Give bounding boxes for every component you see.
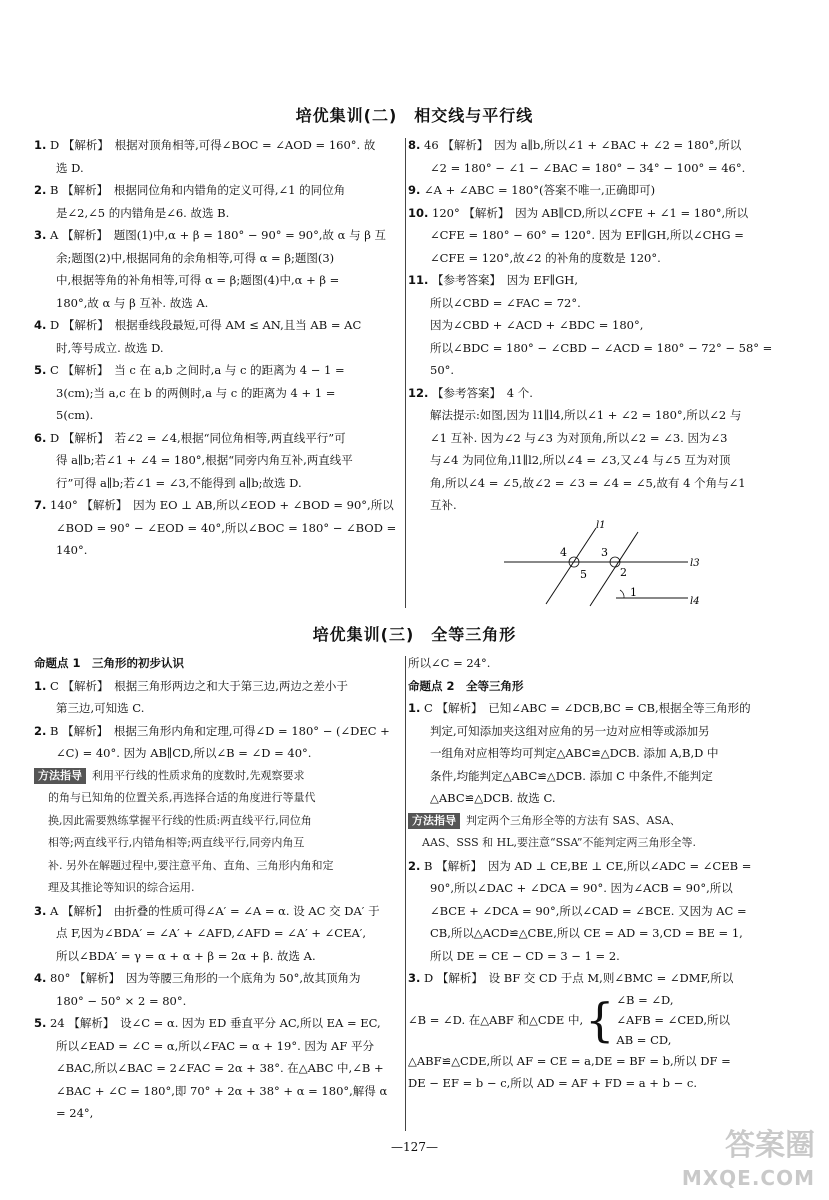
answer-text: ∠CFE = 180° − 60° = 120°. 因为 EF∥GH,所以∠CHG = [430, 228, 744, 242]
answer-line [408, 179, 793, 202]
answer-text: 5(cm). [56, 408, 94, 422]
answer-line [34, 494, 399, 517]
answer-line: DE − EF = b − c,所以 AD = AF + FD = a + b − c. [408, 1076, 697, 1090]
answer-text: ∠BCE + ∠DCA = 90°,所以∠CAD = ∠BCE. 又因为 AC = [430, 903, 747, 918]
answer-item [34, 675, 399, 720]
method-line [34, 832, 399, 855]
answer-text: C 【解析】 已知∠ABC = ∠DCB,BC = CB,根据全等三角形的 [424, 701, 751, 715]
answer-line [408, 427, 793, 450]
answer-line [34, 247, 399, 270]
method-line [34, 855, 399, 878]
answer-item [408, 382, 793, 517]
section2-right-column [408, 134, 793, 517]
question-number: 1. [408, 701, 421, 715]
answer-line [34, 269, 399, 292]
answer-item [408, 269, 793, 382]
answer-text: 第三边,可知选 C. [56, 701, 145, 715]
answer-text: 时,等号成立. 故选 D. [56, 340, 164, 355]
answer-text: ∠BAC + ∠C = 180°,即 70° + 2α + 38° + α = 180°,解得 α = 24°, [56, 1083, 388, 1120]
answer-line [408, 449, 793, 472]
column-divider [405, 138, 406, 608]
method-text: 理及其推论等知识的综合运用. [48, 881, 195, 894]
answer-line [34, 742, 399, 765]
answer-text: D 【解析】 若∠2 = ∠4,根据“同位角相等,两直线平行”可 [50, 430, 346, 445]
answer-text: B 【解析】 根据三角形内角和定理,可得∠D = 180° − (∠DEC + [50, 723, 390, 738]
label-angle-4: 4 [560, 546, 567, 559]
answer-line [34, 359, 399, 382]
answer-text: 判定,可知添加夹这组对应角的另一边对应相等或添加另 [430, 723, 710, 738]
answer-text: 所以∠CBD = ∠FAC = 72°. [430, 295, 581, 310]
angle-arc-1 [620, 590, 624, 598]
answer-text: 与∠4 为同位角,l1∥l2,所以∠4 = ∠3,又∠4 与∠5 互为对顶 [430, 453, 731, 467]
answer-text: 选 D. [56, 160, 84, 175]
answer-text: 一组角对应相等均可判定△ABC≌△DCB. 添加 A,B,D 中 [430, 746, 719, 760]
answer-line [408, 742, 793, 765]
answer-item [34, 134, 399, 179]
answer-text: 90°,所以∠DAC + ∠DCA = 90°. 因为∠ACB = 90°,所以 [430, 881, 733, 895]
brace-post: 所以 [707, 1012, 731, 1027]
question-number: 10. [408, 205, 429, 220]
answer-text: B 【解析】 因为 AD ⊥ CE,BE ⊥ CE,所以∠ADC = ∠CEB = [424, 858, 752, 873]
answer-line [34, 427, 399, 450]
section-title-3: 培优集训(三) 全等三角形 [312, 625, 517, 644]
brace-row: ∠B = ∠D, [616, 992, 674, 1007]
answer-text: B 【解析】 根据同位角和内错角的定义可得,∠1 的同位角 [50, 183, 346, 197]
method-line [34, 787, 399, 810]
answer-text: 【参考答案】 4 个. [432, 385, 533, 400]
answer-line [34, 224, 399, 247]
answer-line [408, 945, 793, 968]
answer-line [34, 449, 399, 472]
question-number: 5. [34, 1016, 47, 1030]
question-number: 2. [34, 183, 47, 197]
brace-system [408, 990, 793, 1050]
question-number: 8. [408, 138, 421, 152]
answer-line [34, 1035, 399, 1058]
brace-symbol: { [585, 992, 615, 1047]
answer-item [34, 900, 399, 968]
method-text: 判定两个三角形全等的方法有 SAS、ASA、 [466, 813, 681, 827]
answer-line [34, 314, 399, 337]
answer-line [408, 337, 793, 382]
method-text: 换,因此需要熟练掌握平行线的性质:两直线平行,同位角 [48, 813, 312, 827]
answer-line [34, 900, 399, 923]
answer-text: 解法提示:如图,因为 l1∥l4,所以∠1 + ∠2 = 180°,所以∠2 与 [430, 408, 742, 422]
section3-left-column [34, 652, 399, 1125]
answer-line: △ABF≌△CDE,所以 AF = CE = a,DE = BF = b,所以 DF = [408, 1053, 731, 1068]
answer-item [34, 1012, 399, 1125]
answer-item [34, 359, 399, 427]
answer-text: ∠C) = 40°. 因为 AB∥CD,所以∠B = ∠D = 40°. [56, 746, 312, 760]
answer-line [408, 922, 793, 945]
answer-text: 行”可得 a∥b;若∠1 = ∠3,不能得到 a∥b;故选 D. [56, 475, 302, 490]
label-angle-2: 2 [620, 566, 627, 579]
section-title-2: 培优集训(二) 相交线与平行线 [295, 106, 534, 125]
label-angle-3: 3 [601, 546, 608, 559]
answer-text: A 【解析】 题图(1)中,α + β = 180° − 90° = 90°,故 α 与 β 互 [50, 228, 387, 242]
label-l4: l4 [690, 596, 700, 607]
answer-text: 140° 【解析】 因为 EO ⊥ AB,所以∠EOD + ∠BOD = 90°,所以 [50, 498, 394, 512]
answer-text: ∠CFE = 120°,故∠2 的补角的度数是 120°. [430, 250, 661, 265]
answer-line [408, 900, 793, 923]
answer-line [408, 855, 793, 878]
answer-line [408, 224, 793, 247]
method-text: AAS、SSS 和 HL,要注意“SSA”不能判定两三角形全等. [422, 836, 696, 849]
method-text: 相等;两直线平行,内错角相等;两直线平行,同旁内角互 [48, 836, 305, 849]
answer-text: 因为∠CBD + ∠ACD + ∠BDC = 180°, [430, 318, 644, 332]
answer-text: ∠1 互补. 因为∠2 与∠3 为对顶角,所以∠2 = ∠3. 因为∠3 [430, 430, 728, 445]
answer-line [34, 134, 399, 157]
answer-item [34, 720, 399, 765]
answer-text: 3(cm);当 a,c 在 b 的两侧时,a 与 c 的距离为 4 + 1 = [56, 385, 336, 400]
answer-line [408, 157, 793, 180]
topic-heading: 命题点 2 全等三角形 [408, 678, 524, 693]
question-number: 2. [408, 858, 421, 873]
brace-rows [616, 990, 707, 1050]
answer-line [408, 787, 793, 810]
question-number: 4. [34, 318, 47, 332]
answer-line [34, 202, 399, 225]
answer-line [408, 269, 793, 292]
watermark-text: 答案圈 [725, 1128, 815, 1163]
answer-line [34, 517, 399, 562]
answer-item [408, 697, 793, 810]
method-line [34, 765, 399, 788]
label-angle-5: 5 [580, 568, 587, 581]
answer-line [408, 494, 793, 517]
section3-right-column [408, 652, 793, 1095]
answer-line [408, 292, 793, 315]
answer-line [34, 292, 399, 315]
method-line [408, 810, 793, 833]
answer-text: 角,所以∠4 = ∠5,故∠2 = ∠3 = ∠4 = ∠5,故有 4 个角与∠1 [430, 475, 746, 490]
question-number: 11. [408, 273, 429, 287]
answer-line [408, 382, 793, 405]
answer-text: 所以∠BDA′ = γ = α + α + β = 2α + β. 故选 A. [56, 948, 316, 963]
answer-text: ∠BAC,所以∠BAC = 2∠FAC = 2α + 38°. 在△ABC 中,∠B + [56, 1061, 384, 1075]
question-number: 5. [34, 363, 47, 377]
question-number: 2. [34, 723, 47, 738]
label-l3: l3 [690, 558, 700, 569]
answer-line [34, 697, 399, 720]
answer-text: ∠A + ∠ABC = 180°(答案不唯一,正确即可) [424, 183, 656, 197]
answer-item [34, 967, 399, 1012]
section2-left-column [34, 134, 399, 562]
answer-line [34, 404, 399, 427]
answer-text: 【参考答案】 因为 EF∥GH, [432, 273, 578, 287]
label-angle-1: 1 [630, 586, 637, 599]
answer-line [408, 247, 793, 270]
brace-row: ∠AFB = ∠CED, [616, 1012, 708, 1027]
answer-item [34, 224, 399, 314]
answer-item [34, 314, 399, 359]
answer-line: 所以∠C = 24°. [408, 656, 491, 670]
answer-text: 所以∠BDC = 180° − ∠CBD − ∠ACD = 180° − 72° − 58° = 50°. [430, 340, 773, 377]
question-number: 12. [408, 385, 429, 400]
answer-text: CB,所以△ACD≌△CBE,所以 CE = AD = 3,CD = BE = 1, [430, 926, 743, 940]
page-number: —127— [391, 1140, 438, 1154]
answer-text: 条件,均能判定△ABC≌△DCB. 添加 C 中条件,不能判定 [430, 768, 713, 783]
brace-pre: ∠B = ∠D. 在△ABF 和△CDE 中, [408, 1012, 584, 1027]
answer-text: 80° 【解析】 因为等腰三角形的一个底角为 50°,故其顶角为 [50, 971, 361, 985]
answer-text: 120° 【解析】 因为 AB∥CD,所以∠CFE + ∠1 = 180°,所以 [432, 205, 749, 220]
answer-item [408, 134, 793, 179]
question-number: 3. [34, 903, 47, 918]
answer-item [408, 967, 793, 990]
answer-line [34, 720, 399, 743]
answer-line [34, 179, 399, 202]
answer-text: 所以∠EAD = ∠C = α,所以∠FAC = α + 19°. 因为 AF 平分 [56, 1038, 374, 1053]
answer-line [34, 990, 399, 1013]
answer-text: C 【解析】 根据三角形两边之和大于第三边,两边之差小于 [50, 678, 348, 693]
answer-item [34, 427, 399, 495]
watermark-url: MXQE.COM [681, 1166, 815, 1190]
question-number: 7. [34, 498, 47, 512]
answer-item [34, 494, 399, 562]
answer-line [408, 877, 793, 900]
question-number: 1. [34, 678, 47, 693]
answer-item [34, 179, 399, 224]
answer-line [34, 1080, 399, 1125]
answer-text: 46 【解析】 因为 a∥b,所以∠1 + ∠BAC + ∠2 = 180°,所以 [424, 138, 742, 152]
answer-text: 中,根据等角的补角相等,可得 α = β;题图(4)中,α + β = [56, 273, 340, 287]
answer-line [408, 967, 793, 990]
answer-text: 互补. [430, 498, 457, 512]
brace-row: AB = CD, [616, 1032, 672, 1047]
answer-text: D 【解析】 设 BF 交 CD 于点 M,则∠BMC = ∠DMF,所以 [424, 971, 734, 985]
watermark-logo [682, 1130, 815, 1194]
answer-text: ∠2 = 180° − ∠1 − ∠BAC = 180° − 34° − 100° = 46°. [430, 160, 746, 175]
answer-item [408, 855, 793, 968]
answer-text: △ABC≌△DCB. 故选 C. [430, 791, 556, 805]
answer-text: D 【解析】 根据对顶角相等,可得∠BOC = ∠AOD = 160°. 故 [50, 138, 376, 152]
question-number: 3. [408, 971, 421, 985]
method-text: 利用平行线的性质求角的度数时,先观察要求 [92, 768, 305, 782]
question-number: 3. [34, 228, 47, 242]
question-number: 4. [34, 971, 47, 985]
answer-line [408, 202, 793, 225]
answer-line [34, 1057, 399, 1080]
answer-line [408, 472, 793, 495]
method-note [34, 765, 399, 900]
parallel-lines-figure [498, 518, 713, 610]
answer-text: 24 【解析】 设∠C = α. 因为 ED 垂直平分 AC,所以 EA = EC, [50, 1016, 381, 1030]
answer-line [408, 314, 793, 337]
method-text: 的角与已知角的位置关系,再选择合适的角度进行等量代 [48, 791, 316, 804]
answer-line [408, 404, 793, 427]
question-number: 9. [408, 183, 421, 197]
answer-line [34, 157, 399, 180]
method-text: 补. 另外在解题过程中,要注意平角、直角、三角形内角和定 [48, 858, 334, 872]
answer-line [34, 382, 399, 405]
answer-text: 所以 DE = CE − CD = 3 − 1 = 2. [430, 948, 620, 963]
answer-line [34, 675, 399, 698]
answer-text: A 【解析】 由折叠的性质可得∠A′ = ∠A = α. 设 AC 交 DA′ 于 [50, 903, 380, 918]
answer-line [34, 337, 399, 360]
answer-item [408, 202, 793, 270]
method-note [408, 810, 793, 855]
answer-text: ∠BOD = 90° − ∠EOD = 40°,所以∠BOC = 180° − ∠BOD = 140°. [56, 520, 397, 557]
answer-line [34, 967, 399, 990]
question-number: 1. [34, 138, 47, 152]
column-divider-2 [405, 656, 406, 1131]
label-l1: l1 [596, 520, 606, 531]
method-line [34, 810, 399, 833]
method-line [34, 877, 399, 900]
answer-line [34, 472, 399, 495]
method-badge: 方法指导 [34, 768, 86, 784]
answer-line [34, 922, 399, 945]
answer-text: 得 a∥b;若∠1 + ∠4 = 180°,根据“同旁内角互补,两直线平 [56, 453, 353, 467]
answer-line [34, 945, 399, 968]
answer-text: 是∠2,∠5 的内错角是∠6. 故选 B. [56, 205, 230, 220]
answer-text: 180° − 50° × 2 = 80°. [56, 993, 187, 1008]
answer-text: 180°,故 α 与 β 互补. 故选 A. [56, 295, 209, 310]
answer-line [408, 720, 793, 743]
answer-line [408, 134, 793, 157]
answer-line [34, 1012, 399, 1035]
topic-heading: 命题点 1 三角形的初步认识 [34, 656, 185, 670]
answer-item [408, 179, 793, 202]
answer-text: 点 F,因为∠BDA′ = ∠A′ + ∠AFD,∠AFD = ∠A′ + ∠CEA′, [56, 926, 367, 940]
answer-line [408, 697, 793, 720]
method-badge: 方法指导 [408, 813, 460, 829]
answer-text: 余;题图(2)中,根据同角的余角相等,可得 α = β;题图(3) [56, 250, 335, 265]
method-line [408, 832, 793, 855]
answer-text: C 【解析】 当 c 在 a,b 之间时,a 与 c 的距离为 4 − 1 = [50, 363, 345, 377]
answer-line [408, 765, 793, 788]
answer-text: D 【解析】 根据垂线段最短,可得 AM ≤ AN,且当 AB = AC [50, 318, 362, 332]
question-number: 6. [34, 430, 47, 445]
